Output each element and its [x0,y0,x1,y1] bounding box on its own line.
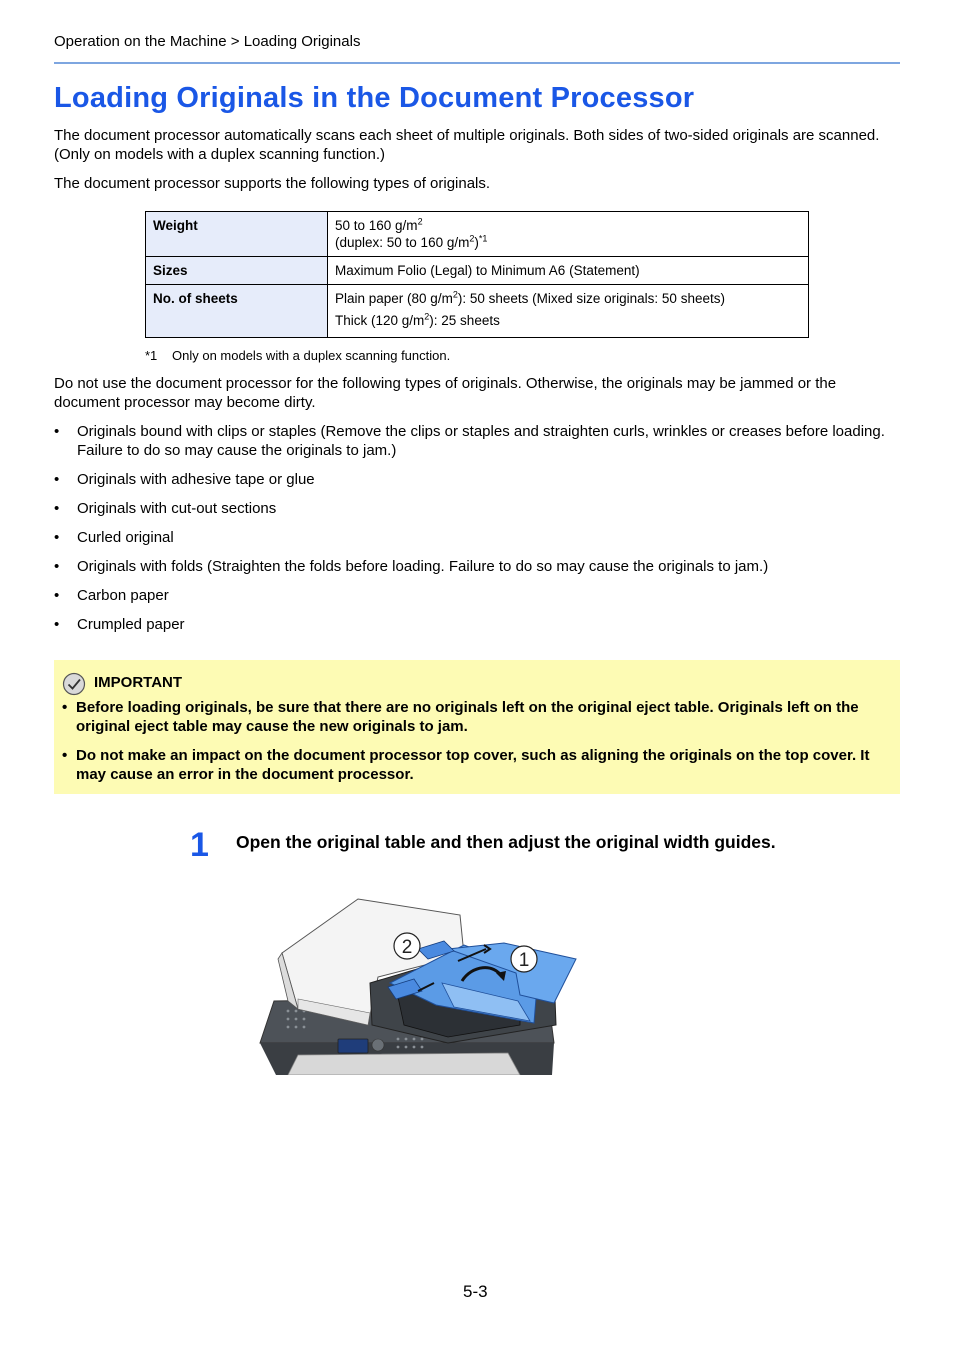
footnote-mark: *1 [145,348,158,363]
list-item: • Before loading originals, be sure that there are no originals left on the original eject table. Originals left on the original eject table may cause the new originals to jam. [62,699,859,735]
list-item: • Carbon paper [54,587,169,604]
step-instruction: Open the original table and then adjust the original width guides. [236,832,776,852]
callout-2: 2 [401,937,413,958]
list-item: • Originals bound with clips or staples (Remove the clips or staples and straighten curls, wrinkles or creases before loading. Failure to do so may cause the originals to jam.) [54,423,885,459]
important-title: IMPORTANT [94,674,183,691]
breadcrumb: Operation on the Machine > Loading Originals [54,33,361,50]
important-list [62,698,892,794]
footnote [145,348,450,363]
bullet-dot: • [54,587,60,604]
list-item: • Crumpled paper [54,616,185,633]
list-item: • Originals with cut-out sections [54,500,277,517]
document-processor-illustration [258,893,582,1075]
unsupported-originals-list [54,422,900,644]
sizes-value: Maximum Folio (Legal) to Minimum A6 (Statement) [328,257,809,285]
bullet-dot: • [54,529,60,546]
checkmark-icon [62,672,86,696]
page-number: 5-3 [463,1282,488,1301]
list-item: • Originals with adhesive tape or glue [54,471,315,488]
list-item: • Originals with folds (Straighten the folds before loading. Failure to do so may cause the originals to jam.) [54,558,769,575]
header-divider [54,62,900,64]
sheets-value: Plain paper (80 $g/m^2$): 50 sheets (Mixed size originals: 50 sheets) Thick (120 $g/m^2$): 25 sheets [328,285,809,338]
bullet-dot: • [54,500,60,517]
callout-1: 1 [518,950,530,971]
important-notice [54,660,900,794]
footnote-text: Only on models with a duplex scanning function. [172,348,451,363]
list-item: • Do not make an impact on the document processor top cover, such as aligning the originals on the top cover. It may cause an error in the document processor. [62,747,870,783]
page-title: Loading Originals in the Document Processor [54,82,695,114]
spec-table [145,211,809,338]
table-row [146,212,809,257]
bullet-dot: • [62,699,68,716]
bullet-dot: • [54,558,60,575]
table-row [146,285,809,338]
intro-paragraph-1: The document processor automatically scans each sheet of multiple originals. Both sides of two-sided originals are scanned. (Only on models with a duplex scanning function.) [54,127,880,163]
sizes-label: Sizes [146,257,328,285]
table-row [146,257,809,285]
warning-paragraph: Do not use the document processor for the following types of originals. Otherwise, the originals may be jammed or the document processor may become dirty. [54,375,837,411]
list-item: • Curled original [54,529,174,546]
sheets-label: No. of sheets [146,285,328,338]
bullet-dot: • [54,471,60,488]
footnote-reference: *1 [478,233,488,244]
intro-paragraph-2: The document processor supports the following types of originals. [54,175,491,192]
bullet-dot: • [54,616,60,633]
step-number: 1 [190,826,209,864]
bullet-dot: • [54,423,60,440]
weight-label: Weight [146,212,328,257]
bullet-dot: • [62,747,68,764]
weight-value: 50 to 160 $g/m^2$ (duplex: 50 to 160 $g/m^2)^{*1}$ [328,212,809,257]
